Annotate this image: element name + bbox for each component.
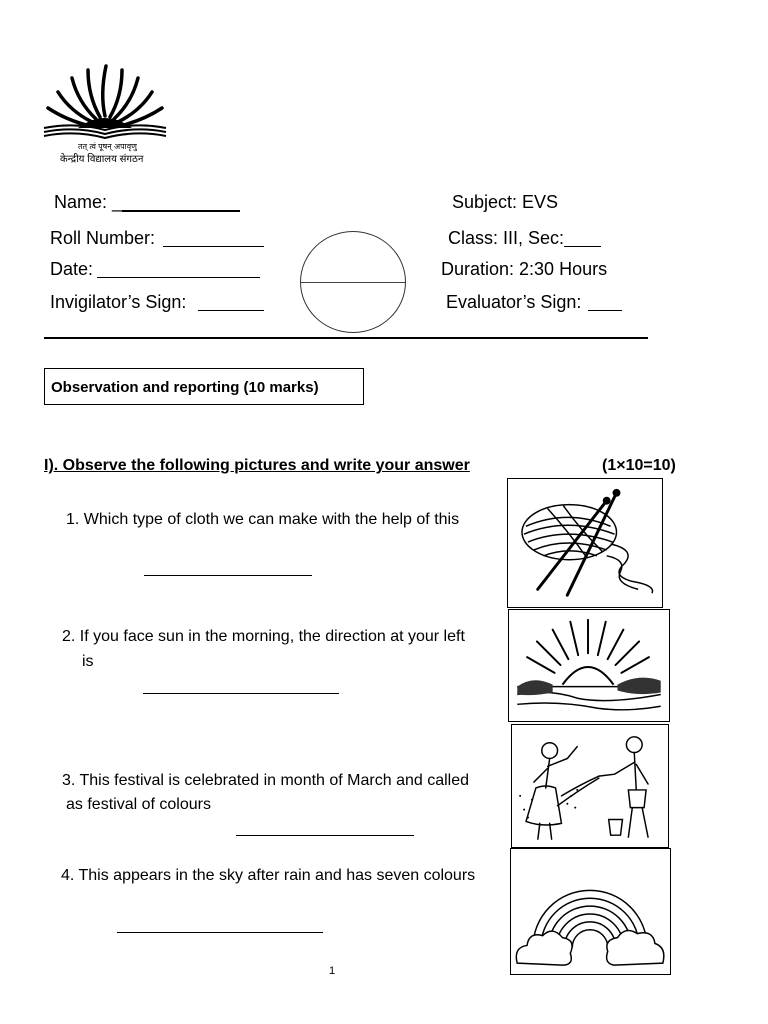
- class-field: [448, 228, 564, 249]
- roll-number-label: Roll Number:: [50, 228, 156, 248]
- holi-festival-icon: [511, 724, 669, 848]
- instruction-text: I). Observe the following pictures and write your answer: [44, 457, 470, 474]
- question-3-answer-blank[interactable]: [236, 835, 414, 836]
- section-blank[interactable]: [564, 246, 601, 247]
- name-label: Name: _: [54, 192, 123, 212]
- section-title-box: Observation and reporting (10 marks): [44, 368, 364, 405]
- question-3-text-line1: 3. This festival is celebrated in month of March and called: [62, 772, 470, 789]
- marks-allocation: (1×10=10): [602, 457, 676, 474]
- evaluator-sign-field: [446, 292, 581, 313]
- question-2-answer-blank[interactable]: [143, 693, 339, 694]
- marks-circle-divider: [300, 282, 405, 283]
- roll-number-field: [50, 228, 155, 249]
- invigilator-sign-label: Invigilator’s Sign:: [50, 292, 187, 312]
- page-number: 1: [329, 965, 336, 977]
- logo-motto: तत् त्वं पूषन् अपावृणु: [78, 142, 137, 151]
- name-field: [54, 192, 122, 213]
- wool-knitting-icon: [507, 478, 663, 608]
- header-divider: [44, 337, 648, 339]
- evaluator-sign-label: Evaluator’s Sign:: [446, 292, 582, 312]
- question-4-answer-blank[interactable]: [117, 932, 323, 933]
- subject-field: Subject: EVS: [452, 192, 559, 212]
- rainbow-icon: [510, 848, 671, 975]
- sunrise-icon: [508, 609, 670, 722]
- question-1-answer-blank[interactable]: [144, 575, 312, 576]
- question-2-text-line1: 2. If you face sun in the morning, the direction at your left: [62, 628, 465, 645]
- question-3-text-line2: as festival of colours: [66, 796, 211, 813]
- date-label: Date:: [50, 259, 94, 279]
- invigilator-sign-blank[interactable]: [198, 310, 264, 311]
- evaluator-sign-blank[interactable]: [588, 310, 622, 311]
- duration-field: Duration: 2:30 Hours: [441, 259, 608, 279]
- invigilator-sign-field: [50, 292, 186, 313]
- date-field: [50, 259, 93, 280]
- name-blank[interactable]: [122, 210, 240, 212]
- date-blank[interactable]: [97, 277, 260, 278]
- question-2-text-line2: is: [82, 653, 94, 670]
- roll-number-blank[interactable]: [163, 246, 264, 247]
- question-1-text: 1. Which type of cloth we can make with the help of this: [66, 511, 460, 528]
- logo-org-name: केन्द्रीय विद्यालय संगठन: [60, 154, 144, 165]
- class-label: Class: III, Sec:: [448, 228, 565, 248]
- question-4-text: 4. This appears in the sky after rain and has seven colours: [61, 867, 476, 884]
